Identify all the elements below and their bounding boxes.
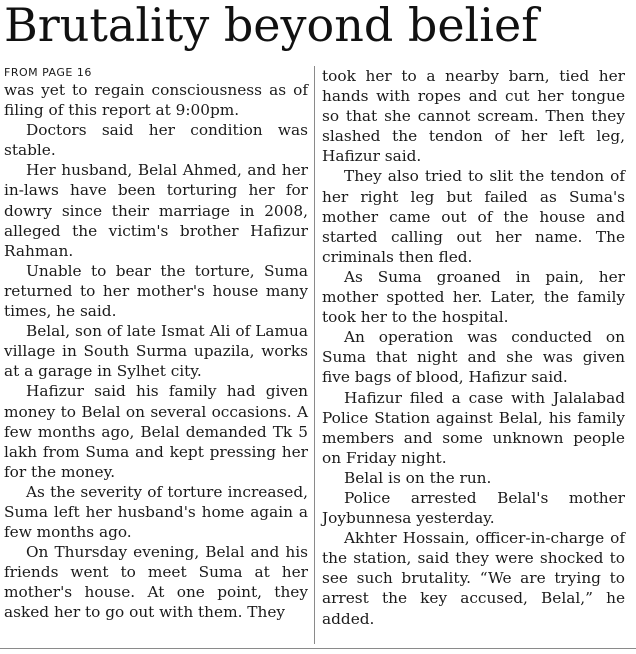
headline: Brutality beyond belief (4, 0, 539, 52)
paragraph: was yet to regain consciousness as of filing of this report at 9:00pm. (4, 81, 308, 120)
paragraph: Belal is on the run. (344, 468, 492, 487)
paragraph: An operation was conducted on Suma that night and she was given five bags of blood, Hafizur said. (322, 328, 625, 387)
paragraph: Belal, son of late Ismat Ali of Lamua village in South Surma upazila, works at a garage in Sylhet city. (4, 322, 308, 381)
paragraph: Unable to bear the torture, Suma returned to her mother's house many times, he said. (4, 261, 308, 321)
paragraph: Police arrested Belal's mother Joybunnesa yesterday. (322, 488, 625, 528)
article-column-right (322, 66, 625, 629)
article-column-left (4, 66, 308, 623)
paragraph: Doctors said her condition was stable. (4, 121, 308, 160)
paragraph: They also tried to slit the tendon of her right leg but failed as Suma's mother came out of the house and started calling out her name. The criminals then fled. (322, 167, 625, 266)
jump-line: FROM PAGE 16 (4, 66, 92, 79)
paragraph: Hafizur filed a case with Jalalabad Police Station against Belal, his family members and some unknown people on Friday night. (322, 388, 625, 467)
paragraph: On Thursday evening, Belal and his friends went to meet Suma at her mother's house. At one point, they asked her to go out with them. They (4, 543, 308, 622)
bottom-rule (0, 648, 636, 649)
paragraph: Akhter Hossain, officer-in-charge of the station, said they were shocked to see such brutality. “We are trying to arrest the key accused, Belal,” he added. (322, 529, 625, 628)
paragraph: took her to a nearby barn, tied her hands with ropes and cut her tongue so that she cannot scream. Then they slashed the tendon of her left leg, Hafizur said. (322, 67, 625, 166)
paragraph: Her husband, Belal Ahmed, and her in-laws have been torturing her for dowry since their marriage in 2008, alleged the victim's brother Hafizur Rahman. (4, 161, 308, 260)
paragraph: As Suma groaned in pain, her mother spotted her. Later, the family took her to the hospital. (322, 267, 625, 327)
paragraph: As the severity of torture increased, Suma left her husband's home again a few months ago. (4, 482, 308, 542)
column-divider (314, 66, 315, 644)
paragraph: Hafizur said his family had given money to Belal on several occasions. A few months ago, Belal demanded Tk 5 lakh from Suma and kept pressing her for the money. (4, 382, 308, 481)
